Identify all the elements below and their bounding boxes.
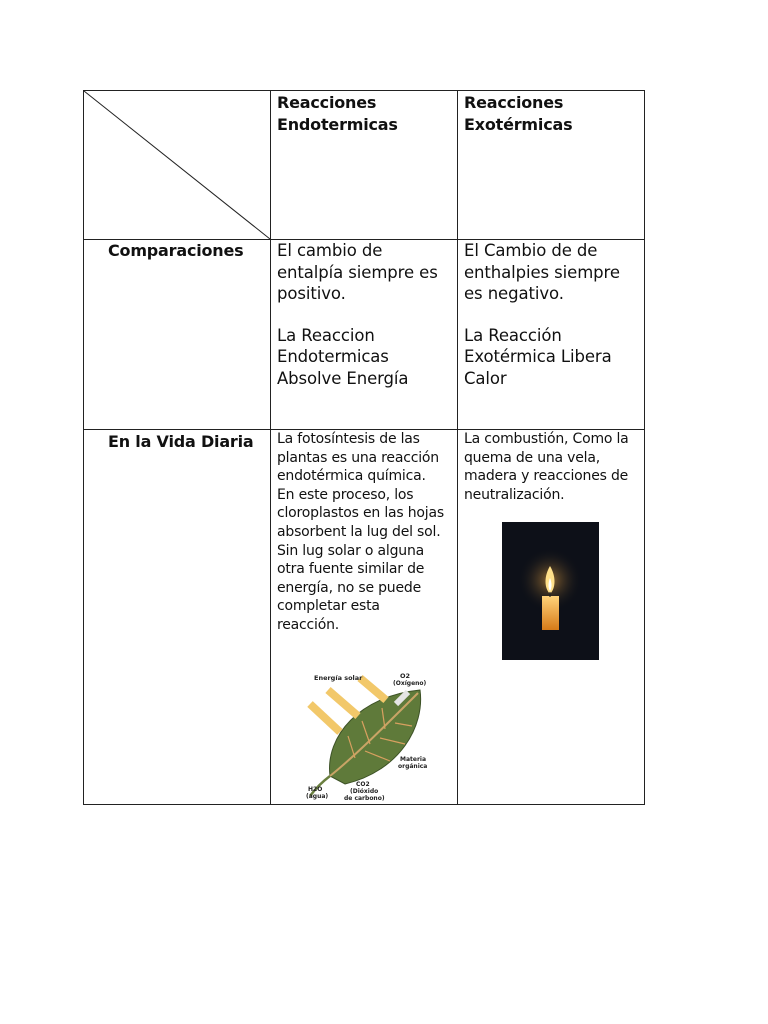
diagonal-line [83, 90, 271, 240]
row-label-vida-diaria: En la Vida Diaria [108, 432, 254, 451]
column-divider [457, 90, 458, 805]
label-materia: Materia [400, 756, 427, 763]
label-agua: (agua) [306, 793, 329, 800]
comparacion-endo-energia: La Reaccion Endotermicas Absolve Energía [277, 325, 409, 388]
candle-image [502, 522, 599, 660]
label-oxigeno: (Oxígeno) [393, 680, 427, 687]
label-co2: CO2 [356, 781, 370, 788]
row-label-comparaciones: Comparaciones [108, 241, 244, 260]
candle-flame-icon [502, 522, 599, 660]
label-organica: orgánica [398, 763, 428, 770]
comparacion-endo [277, 240, 452, 390]
vida-diaria-endo-text: La fotosíntesis de las plantas es una reacción endotérmica química. En este proceso, los cloroplastos en las hojas absorbent la lug del sol. Sin lug solar o alguna otra fuente similar de energía, no se puede completar esta reacción. [277, 431, 444, 633]
comparacion-endo-entalpia: El cambio de entalpía siempre es positivo. [277, 241, 438, 304]
table-border-right [644, 90, 645, 805]
header-exotermicas: Reacciones Exotérmicas [464, 93, 573, 134]
label-energia-solar: Energía solar [314, 674, 363, 682]
label-carbono: de carbono) [344, 795, 385, 802]
label-h2o: H2O [308, 786, 323, 793]
leaf-diagram-image [300, 666, 440, 804]
comparacion-exo [464, 240, 639, 390]
comparacion-exo-entalpia: El Cambio de de enthalpies siempre es negativo. [464, 241, 620, 304]
comparacion-exo-calor: La Reacción Exotérmica Libera Calor [464, 325, 612, 388]
label-dioxido: (Dióxido [350, 788, 379, 795]
vida-diaria-exo-text: La combustión, Como la quema de una vela, madera y reacciones de neutralización. [464, 431, 629, 503]
label-o2: O2 [400, 672, 411, 680]
table-border-bottom [83, 804, 645, 805]
header-endotermicas: Reacciones Endotermicas [277, 93, 398, 134]
